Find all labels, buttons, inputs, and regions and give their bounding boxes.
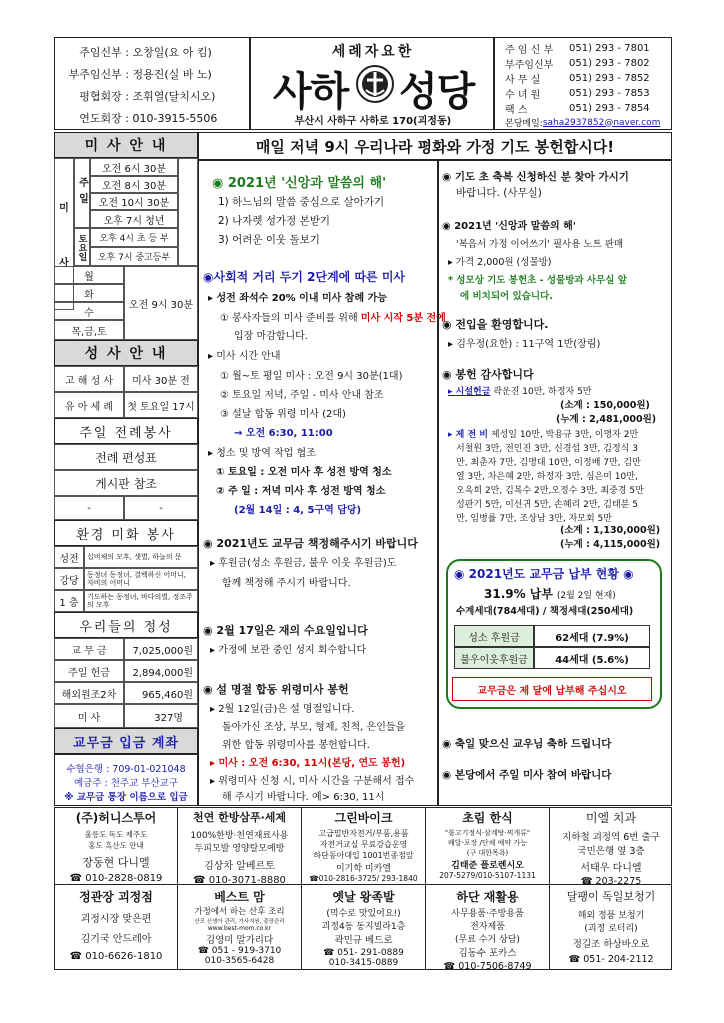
liturgy-dash-1: - bbox=[54, 496, 124, 520]
memorial-line-1: ▸ 2월 12일(금)은 설 명절입니다. bbox=[210, 704, 355, 715]
faith-year-title: ◉ 2021년 '신앙과 말씀의 해' bbox=[212, 176, 387, 191]
ad-miel-dental: 미엘 치과 지하철 괴정역 6번 출구 국민은행 옆 3층 서태우 다니엘 ☎ 203-2275 bbox=[562, 811, 660, 887]
mass-title: 미 사 안 내 bbox=[54, 132, 198, 158]
tithe-status-note: 교무금은 제 달에 납부해 주십시오 bbox=[452, 677, 652, 701]
distancing-a: ▸ 성전 좌석수 20% 이내 미사 참례 가능 bbox=[208, 293, 387, 304]
account-line-3: ※ 교무금 통장 이름으로 입금 bbox=[64, 792, 188, 803]
tithe-status-title: ◉ 2021년도 교무금 납부 현황 ◉ bbox=[454, 567, 634, 581]
sunday-time-2: 오전 8시 30분 bbox=[90, 176, 178, 193]
liturgy-row-1: 전례 편성표 bbox=[54, 444, 198, 470]
sat-time-2: 오후 7시 중고등부 bbox=[90, 247, 178, 266]
distancing-c3: (2월 14일 : 4, 5구역 담당) bbox=[234, 505, 362, 516]
mass-mi-sa: 미 사 bbox=[54, 158, 74, 310]
tithe-vocation-label: 성소 후원금 bbox=[454, 625, 534, 647]
ad-chorim-restaurant: 초림 한식 "불고기정식·삼계탕·찌개류" 배달·포장 /단체 예약 가능 (구 대한목욕) 김태준 플로렌시오 207-5279/010-5107-1131 bbox=[439, 811, 536, 880]
weekday-thu-sat: 목,금,토 bbox=[54, 320, 124, 340]
sincere-title: 우리들의 정성 bbox=[54, 612, 198, 638]
church-emblem-icon bbox=[355, 62, 395, 106]
thanks-facility: ▸ 시설헌금 곽운진 10만, 하정자 5만 bbox=[448, 387, 592, 397]
phone-office: 사 무 실 051) 293 - 7852 bbox=[505, 73, 650, 86]
thanks-facility-sub: (소계 : 150,000원) bbox=[560, 400, 650, 411]
mass-spacer bbox=[178, 158, 198, 266]
faith-item-2: 2) 나자렛 성가정 본받기 bbox=[218, 215, 331, 227]
liturgy-title: 주일 전례봉사 bbox=[54, 418, 198, 444]
mass-saturday-label: 토요일 bbox=[74, 228, 90, 266]
memorial-line-2: 돌아가신 조상, 부모, 형제, 친척, 은인들을 bbox=[222, 722, 406, 733]
header-left-box bbox=[54, 37, 250, 130]
weekday-time: 오전 9시 30분 bbox=[124, 266, 198, 340]
sacrament-confession-value: 미사 30분 전 bbox=[124, 366, 198, 392]
account-line-1: 수협은행 : 709-01-021048 bbox=[66, 764, 186, 775]
env-k-3: 1 층 bbox=[54, 590, 84, 612]
ad-shampoo: 천연 한방삼푸·세제 100%한방·천연재료사용 두피모발 영양탈모예방 김상차 알베르토 ☎ 010-3071-8880 bbox=[190, 811, 289, 886]
title-left: 사하 bbox=[273, 69, 349, 115]
thanks-altar-total: (누계 : 4,115,000원) bbox=[560, 539, 661, 550]
distancing-a1: ① 봉사자들의 미사 준비를 위해 미사 시작 5분 전에 bbox=[220, 313, 446, 324]
sacrament-confession-label: 고 해 성 사 bbox=[54, 366, 124, 392]
phone-fax: 팩 스 051) 293 - 7854 bbox=[505, 103, 650, 116]
thanks-altar-2: 서철원 3만, 전인진 3만, 신경섭 3만, 김정식 3 bbox=[456, 444, 638, 454]
welcome-line: ▸ 김우정(요한) : 11구역 1반(장림) bbox=[448, 339, 601, 350]
memorial-line-5: ▸ 위령미사 신청 시, 미사 시간을 구분해서 접수 bbox=[210, 776, 415, 787]
account-title: 교무금 입금 계좌 bbox=[54, 728, 198, 754]
sunday-time-4: 오후 7시 청년 bbox=[90, 210, 178, 228]
thanks-altar-3: 만, 최춘자 7만, 김명대 10만, 이정배 7만, 김만 bbox=[456, 458, 641, 468]
tithe-title: ◉ 2021년도 교무금 책정해주시기 바랍니다 bbox=[203, 537, 418, 550]
distancing-b2: ② 토요일 저녁, 주일 - 미사 안내 참조 bbox=[220, 390, 384, 401]
thanks-altar-4: 열 3만, 차은혜 2만, 하정자 3만, 심은미 10만, bbox=[456, 472, 638, 482]
mass-attend-line: ◉ 본당에서 주일 미사 참여 바랍니다 bbox=[442, 769, 612, 781]
faith-item-1: 1) 하느님의 말씀 중심으로 살아가기 bbox=[218, 196, 385, 208]
account-box bbox=[54, 754, 198, 806]
sunday-time-3: 오전 10시 30분 bbox=[90, 193, 178, 210]
ad-jeonggwanjang: 정관장 괴정점 괴정시장 맞은편 김기국 안드레아 ☎ 010-6626-1810 bbox=[69, 890, 163, 962]
welcome-title: ◉ 전입을 환영합니다. bbox=[442, 318, 549, 331]
liturgy-dash-2: - bbox=[124, 496, 198, 520]
thanks-altar-sub: (소계 : 1,130,000원) bbox=[560, 525, 661, 536]
tithe-poor-value: 44세대 (5.6%) bbox=[534, 647, 650, 669]
distancing-b4: → 오전 6:30, 11:00 bbox=[234, 428, 333, 439]
tithe-line-2: 함께 책정해 주시기 바랍니다. bbox=[222, 578, 351, 589]
distancing-c2: ② 주 일 : 저녁 미사 후 성전 방역 청소 bbox=[216, 486, 386, 497]
env-k-2: 강당 bbox=[54, 568, 84, 590]
thanks-altar: ▸ 제 전 비 제성일 10만, 박용규 3만, 이명자 2만 bbox=[448, 430, 639, 440]
header-right-box bbox=[494, 37, 672, 130]
thanks-altar-7: 만, 임병률 7만, 조상남 3만, 자모회 5만 bbox=[456, 514, 612, 524]
weekday-tue: 화 bbox=[54, 284, 124, 302]
distancing-b1: ① 월~토 평일 미사 : 오전 9시 30분(1대) bbox=[220, 371, 403, 382]
thanks-altar-5: 오옥희 2만, 김복수 2만,오정수 3만, 최중경 5만 bbox=[456, 486, 644, 496]
sincere-v-2: 2,894,000원 bbox=[124, 660, 198, 682]
homepage-link[interactable]: saha2937852@naver.com bbox=[542, 117, 661, 128]
ad-hearing-aid: 달팽이 독일보청기 해외 정품 보청기 (괴정 로터리) 정길조 하상바오로 ☎ 051- 204-2112 bbox=[566, 890, 656, 965]
homepage: 본당메일: saha2937852@naver.com bbox=[505, 117, 661, 129]
sat-time-1: 오후 4시 초 등 부 bbox=[90, 228, 178, 247]
sincere-k-2: 주일 헌금 bbox=[54, 660, 124, 682]
note-line-5: 에 비치되어 있습니다. bbox=[460, 291, 553, 302]
phone-assistant: 부주임신부 051) 293 - 7802 bbox=[505, 58, 650, 71]
tithe-line-1: ▸ 후원금(성소 후원금, 불우 이웃 후원금)도 bbox=[210, 558, 397, 569]
distancing-a1b: 입장 마감합니다. bbox=[234, 331, 308, 342]
address: 부산시 사하구 사하로 170(괴정동) bbox=[294, 116, 452, 127]
faith-item-3: 3) 어려운 이웃 돌보기 bbox=[218, 234, 320, 246]
env-v-3: 기도하는 동정녀, 바다의별, 정조주의 모후 bbox=[84, 590, 198, 612]
mass-sunday-label: 주일 bbox=[74, 158, 90, 228]
distancing-title: ◉사회적 거리 두기 2단계에 따른 미사 bbox=[203, 270, 405, 284]
memorial-line-3: 위한 합동 위령미사를 봉헌합니다. bbox=[222, 740, 370, 751]
candle-line-1: ◉ 기도 초 축복 신청하신 분 찾아 가시기 bbox=[442, 171, 629, 183]
header-title-box bbox=[250, 37, 494, 130]
account-line-2: 예금주 : 천주교 부산교구 bbox=[73, 778, 179, 789]
header-row-assistant: 부주임신부 : 정용진(실 바 노) bbox=[68, 68, 212, 81]
ad-jokbal: 옛날 왕족발 (먹수로 맛있어요!) 괴정4동 동지빌라1층 곽민규 베드로 ☎ 051- 291-0889 010-3415-0889 bbox=[321, 890, 406, 968]
memorial-line-6: 해 주시기 바랍니다. 예> 6:30, 11시 bbox=[222, 792, 385, 803]
sincere-k-3: 해외원조2차 bbox=[54, 682, 124, 704]
ad-recycling: 하단 재활용 사무용품·주방용품 전자제품 (무료 수거 상담) 김동수 포카스 ☎ 010-7506-8749 bbox=[443, 890, 532, 972]
distancing-c: ▸ 청소 및 방역 작업 협조 bbox=[208, 448, 316, 459]
weekday-wed: 수 bbox=[54, 302, 124, 320]
ad-green-bike: 그린바이크 고급밀반자전거/부품,용품 자전거교실 무료강습운영 하단동아대입 1001번종점앞 이기학 미카엘 ☎010-2816-3725/ 293-1840 bbox=[309, 811, 418, 883]
thanks-title: ◉ 봉헌 감사합니다 bbox=[442, 368, 534, 381]
tithe-vocation-value: 62세대 (7.9%) bbox=[534, 625, 650, 647]
thanks-altar-6: 성판기 5만, 이선귀 5만, 손혜리 2만, 김태분 5 bbox=[456, 500, 638, 510]
banner: 매일 저녁 9시 우리나라 평화와 가정 기도 봉헌합시다! bbox=[198, 132, 672, 160]
phone-convent: 수 녀 원 051) 293 - 7853 bbox=[505, 88, 650, 101]
sincere-k-4: 미 사 bbox=[54, 704, 124, 728]
sacrament-title: 성 사 안 내 bbox=[54, 340, 198, 366]
tithe-status-sub: 수계세대(784세대) / 책정세대(250세대) bbox=[456, 606, 634, 617]
sincere-v-3: 965,460원 bbox=[124, 682, 198, 704]
sacrament-baptism-label: 유 아 세 례 bbox=[54, 392, 124, 418]
phone-pastor: 주 임 신 부 051) 293 - 7801 bbox=[505, 43, 650, 56]
ash-title: ◉ 2월 17일은 재의 수요일입니다 bbox=[203, 624, 368, 637]
ad-best-mom: 베스트 맘 가정에서 하는 산후 조리 산모 신생아 관리, 가사지원, 출장관리 www.best-mom.co.kr 김영미 말가리다 ☎ 051 - 919-3710 010-3565-6428 bbox=[194, 890, 285, 966]
memorial-line-4: ▸ 미사 : 오전 6:30, 11시(본당, 연도 봉헌) bbox=[210, 758, 406, 769]
note-line-4: * 성모상 기도 봉헌초 - 성물방과 사무실 앞 bbox=[448, 275, 627, 286]
tithe-poor-label: 불우이웃후원금 bbox=[454, 647, 534, 669]
note-line-2: '복음서 가정 이어쓰기' 필사용 노트 판매 bbox=[456, 239, 624, 250]
note-line-1: ◉ 2021년 '신앙과 말씀의 해' bbox=[442, 221, 576, 232]
distancing-b3: ③ 설날 합동 위령 미사 (2대) bbox=[220, 409, 346, 420]
sunday-time-1: 오전 6시 30분 bbox=[90, 158, 178, 176]
sincere-v-4: 327명 bbox=[124, 704, 198, 728]
env-v-1: 십비체의 모후, 샛별, 하늘의 문 bbox=[84, 546, 198, 568]
title-small: 세례자요한 bbox=[331, 44, 415, 60]
note-line-3: ▸ 가격 2,000원 (성물방) bbox=[448, 257, 552, 268]
sincere-k-1: 교 무 금 bbox=[54, 638, 124, 660]
title-right: 성당 bbox=[399, 69, 475, 115]
weekday-mon: 월 bbox=[54, 266, 124, 284]
tithe-status-pct: 31.9% 납부 (2월 2일 현재) bbox=[484, 587, 616, 601]
ad-honey-tour: (주)허니스투어 울릉도 독도 제주도 홍도 흑산도 안내 장동현 다니엘 ☎ 010-2828-0819 bbox=[69, 811, 163, 884]
header-row-yeondo: 연도회장 : 010-3915-5506 bbox=[79, 111, 218, 125]
header-row-council: 평협회장 : 조휘열(달치시오) bbox=[79, 90, 216, 103]
liturgy-row-2: 게시판 참조 bbox=[54, 470, 198, 496]
thanks-facility-total: (누계 : 2,481,000원) bbox=[556, 414, 657, 425]
feast-line: ◉ 축일 맞으신 교우님 축하 드립니다 bbox=[442, 738, 612, 750]
env-k-1: 성전 bbox=[54, 546, 84, 568]
sincere-v-1: 7,025,000원 bbox=[124, 638, 198, 660]
ash-line-1: ▸ 가정에 보관 중인 성지 회수합니다 bbox=[210, 645, 367, 656]
env-v-2: 동정녀 동정녀, 결백하신 어머니, 자비의 어머니 bbox=[84, 568, 198, 590]
candle-line-2: 바랍니다. (사무실) bbox=[456, 187, 542, 199]
header-row-pastor: 주임신부 : 오창일(요 아 킴) bbox=[79, 46, 212, 59]
sacrament-baptism-value: 첫 토요일 17시 bbox=[124, 392, 198, 418]
memorial-title: ◉ 설 명절 합동 위령미사 봉헌 bbox=[203, 683, 349, 696]
distancing-b: ▸ 미사 시간 안내 bbox=[208, 351, 281, 362]
env-title: 환경 미화 봉사 bbox=[54, 520, 198, 546]
distancing-c1: ① 토요일 : 오전 미사 후 성전 방역 청소 bbox=[216, 467, 392, 478]
